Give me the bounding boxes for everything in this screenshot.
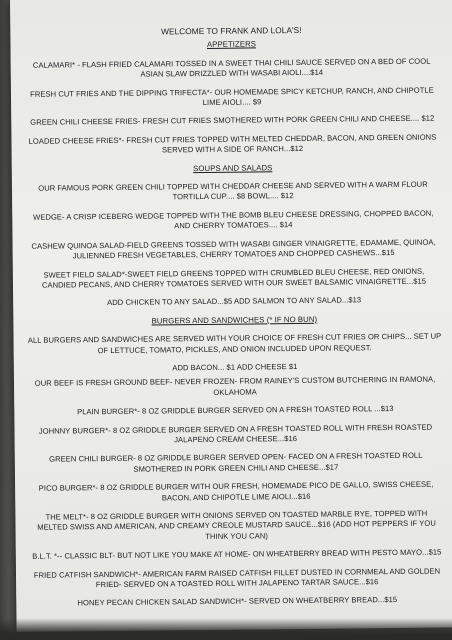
beef-source-note: OUR BEEF IS FRESH GROUND BEEF- NEVER FROZEN- FROM RAINEY'S CUSTOM BUTCHERING IN RAMONA, OKLAHOMA [34,374,436,397]
menu-item-honey-pecan-chicken-salad: HONEY PECAN CHICKEN SALAD SANDWICH*- SERVED ON WHEATBERRY BREAD...$15 [77,595,398,608]
menu-item-fries-trifecta: FRESH CUT FRIES AND THE DIPPING TRIFECTA*- OUR HOMEMADE SPICY KETCHUP, RANCH, AND CHIPOTLE LIME AIOLI.... $9 [30,85,434,108]
section-heading-burgers-sandwiches: BURGERS AND SANDWICHES (* IF NO BUN) [151,314,318,326]
menu-item-pork-green-chili: OUR FAMOUS PORK GREEN CHILI TOPPED WITH CHEDDAR CHEESE AND SERVED WITH A WARM FLOUR TORTILLA CUP.... $8 BOWL.... $12 [38,179,428,202]
salad-add-ons: ADD CHICKEN TO ANY SALAD...$5 ADD SALMON TO ANY SALAD...$13 [107,295,362,308]
menu-item-fried-catfish-sandwich: FRIED CATFISH SANDWICH*- AMERICAN FARM RAISED CATFISH FILLET DUSTED IN CORNMEAL AND GOLDEN FRIED- SERVED ON A TOASTED ROLL WITH JALAPENO TARTAR SAUCE...$16 [33,566,441,590]
menu-text-block [24,24,444,618]
burger-add-ons: ADD BACON... $1 ADD CHEESE $1 [172,361,298,373]
menu-title: WELCOME TO FRANK AND LOLA'S! [161,24,302,37]
menu-item-sweet-field-salad: SWEET FIELD SALAD*-SWEET FIELD GREENS TOPPED WITH CRUMBLED BLEU CHEESE, RED ONIONS, CANDIED PECANS, AND CHERRY TOMATOES SERVED WITH OUR SWEET BALSAMIC VINAIGRETTE...$15 [41,266,427,290]
menu-item-blt: B.L.T. *-- CLASSIC BLT- BUT NOT LIKE YOU MAKE AT HOME- ON WHEATBERRY BREAD WITH PESTO MAYO...$15 [32,547,442,562]
menu-item-pico-burger: PICO BURGER*- 8 OZ GRIDDLE BURGER WITH OUR FRESH, HOMEMADE PICO DE GALLO, SWISS CHEESE, BACON, AND CHIPOTLE LIME AIOLI...$16 [38,479,434,503]
page-edge-shadow [0,618,452,640]
menu-item-loaded-cheese-fries: LOADED CHEESE FRIES*- FRESH CUT FRIES TOPPED WITH MELTED CHEDDAR, BACON, AND GREEN ONIONS SERVED WITH A SIDE OF RANCH...$12 [28,132,437,155]
menu-item-johnny-burger: JOHNNY BURGER*- 8 OZ GRIDDLE BURGER SERVED ON A FRESH TOASTED ROLL WITH FRESH ROASTED JALAPENO CREAM CHEESE...$16 [38,422,433,445]
burgers-sides-note: ALL BURGERS AND SANDWICHES ARE SERVED WITH YOUR CHOICE OF FRESH CUT FRIES OR CHIPS... SET UP OF LETTUCE, TOMATO, PICKLES, AND ONION INCLUDED UPON REQUEST. [27,331,442,355]
section-heading-soups-salads: SOUPS AND SALADS [193,162,273,173]
menu-page [10,0,452,632]
menu-item-green-chili-burger: GREEN CHILI BURGER- 8 OZ GRIDDLE BURGER SERVED OPEN- FACED ON A FRESH TOASTED ROLL SMOTHERED IN PORK GREEN CHILI AND CHEESE...$17 [49,451,423,474]
section-heading-appetizers: APPETIZERS [206,39,257,50]
menu-item-plain-burger: PLAIN BURGER*- 8 OZ GRIDDLE BURGER SERVED ON A FRESH TOASTED ROLL ...$13 [77,404,394,417]
menu-item-calamari: CALAMARI* - FLASH FRIED CALAMARI TOSSED IN A SWEET THAI CHILI SAUCE SERVED ON A BED OF COOL ASIAN SLAW DRIZZLED WITH WASABI AIOLI....$14 [32,56,431,79]
menu-item-the-melt: THE MELT*- 8 OZ GRIDDLE BURGER WITH ONIONS SERVED ON TOASTED MARBLE RYE, TOPPED WITH MELTED SWISS AND AMERICAN, AND CREAMY CREOLE MUSTARD SAUCE...$16 (ADD HOT PEPPERS IF YOU THINK YOU CAN) [37,508,436,541]
menu-item-cashew-quinoa-salad: CASHEW QUINOA SALAD-FIELD GREENS TOSSED WITH WASABI GINGER VINAIGRETTE, EDAMAME, QUINOA, JULIENNED FRESH VEGETABLES, CHERRY TOMATOES AND CHOPPED CASHEWS...$15 [31,237,436,261]
menu-item-wedge: WEDGE- A CRISP ICEBERG WEDGE TOPPED WITH THE BOMB BLEU CHEESE DRESSING, CHOPPED BACON, AND CHERRY TOMATOES.... $14 [33,208,434,231]
menu-item-green-chili-cheese-fries: GREEN CHILI CHEESE FRIES- FRESH CUT FRIES SMOTHERED WITH PORK GREEN CHILI AND CHEESE.... $12 [30,114,435,128]
